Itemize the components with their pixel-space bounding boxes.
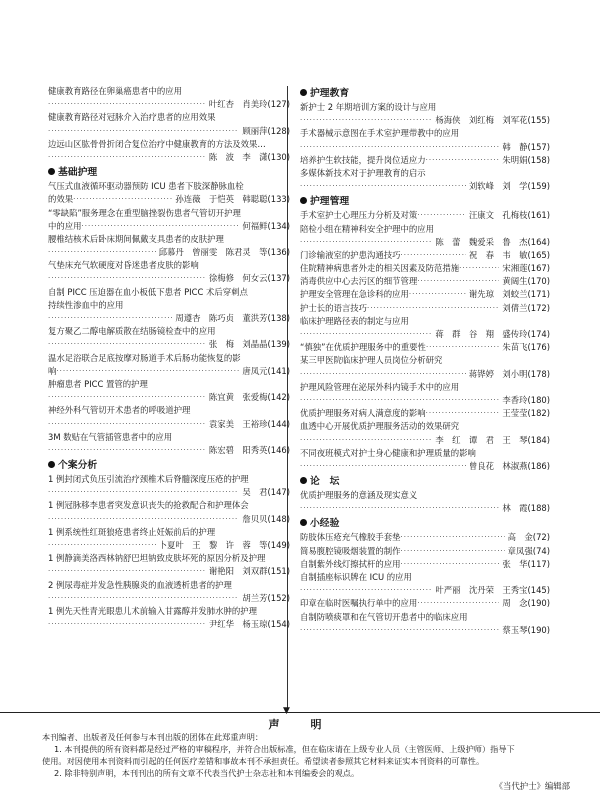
entry-title: 2 例尿毒症并发急性胰腺炎的血液透析患者的护理 xyxy=(48,579,232,590)
dot-leader xyxy=(401,249,466,262)
toc-entry[interactable] xyxy=(300,275,550,288)
toc-entry[interactable] xyxy=(300,249,550,262)
toc-entry[interactable] xyxy=(48,207,290,233)
section-title: 护理管理 xyxy=(310,196,350,208)
entry-title: 持续性渗血中的应用 xyxy=(48,299,124,310)
entry-title: 自制防喷痰罩和在气管切开患者中的临床应用 xyxy=(300,611,468,622)
toc-entry[interactable] xyxy=(300,354,550,380)
entry-title: 自制 PICC 压迫器在血小板低下患者 PICC 术后穿刺点 xyxy=(48,286,248,297)
dot-leader xyxy=(48,565,206,578)
toc-entry[interactable] xyxy=(300,611,550,637)
entry-title: 1 例系统性红斑狼疮患者终止妊娠前后的护理 xyxy=(48,526,216,537)
dot-leader xyxy=(426,154,500,167)
toc-entry[interactable] xyxy=(300,101,550,127)
entry-title: 防肢体压疮充气橡胶手套垫 xyxy=(300,532,401,543)
dot-leader xyxy=(300,460,466,473)
dot-leader xyxy=(48,272,206,285)
entry-authors-page: 张 梅 刘晶晶(139) xyxy=(208,339,290,350)
section-title: 论 坛 xyxy=(310,476,340,488)
statement-item-1-line-1: 1. 本刊提供的所有资料都是经过严格的审稿程序，并符合出版标准，但在临床请在上级专业人员（主管医师、上级护师）指导下 xyxy=(54,744,515,754)
dot-leader xyxy=(300,624,499,637)
dot-leader xyxy=(48,444,206,457)
toc-entry[interactable] xyxy=(48,352,290,378)
toc-entry[interactable] xyxy=(300,127,550,153)
toc-entry[interactable] xyxy=(48,111,290,137)
section-heading xyxy=(48,166,290,180)
dot-leader xyxy=(48,98,206,111)
toc-entry[interactable] xyxy=(300,288,550,301)
dot-leader xyxy=(300,328,432,341)
column-divider xyxy=(287,86,288,710)
toc-entry[interactable] xyxy=(300,447,550,473)
section-title: 个案分析 xyxy=(58,460,98,472)
statement-item-2: 2. 除非特别声明，本刊刊出的所有文章不代表当代护士杂志社和本刊编委会的观点。 xyxy=(54,768,360,778)
entry-authors-page: 尹红华 杨玉琼(154) xyxy=(208,619,290,630)
dot-leader xyxy=(300,114,432,127)
entry-title: “零缺陷”服务理念在重型脑挫裂伤患者气管切开护理 xyxy=(48,207,241,218)
toc-entry[interactable] xyxy=(48,605,290,631)
entry-authors-page: 黄阔生(170) xyxy=(502,276,550,287)
toc-entry[interactable] xyxy=(48,325,290,351)
dot-leader xyxy=(300,141,499,154)
toc-entry[interactable] xyxy=(48,431,290,457)
entry-authors-page: 叶严丽 沈丹荣 王秀宝(145) xyxy=(435,585,550,596)
toc-entry[interactable] xyxy=(48,85,290,111)
entry-title: 1 例静滴美洛西林钠舒巴坦钠致皮肤坏死的原因分析及护理 xyxy=(48,553,266,564)
toc-entry[interactable] xyxy=(48,552,290,578)
bullet-icon xyxy=(300,477,307,484)
entry-authors-page: 刘软峰 刘 学(159) xyxy=(468,181,550,192)
entry-title: 培养护生软技能，提升岗位适应力 xyxy=(300,154,426,165)
entry-title: 复方聚乙二醇电解质散在结肠镜检查中的应用 xyxy=(48,326,216,337)
entry-authors-page: 汪康文 孔梅枝(161) xyxy=(468,210,550,221)
dot-leader xyxy=(48,312,172,325)
entry-title: 中的应用 xyxy=(48,220,82,231)
entry-authors-page: 刘倩兰(172) xyxy=(502,302,550,313)
toc-entry[interactable] xyxy=(48,259,290,285)
section-heading xyxy=(300,517,550,531)
entry-authors-page: 唐凤元(141) xyxy=(242,365,290,376)
entry-authors-page: 叶红杏 肖美玲(127) xyxy=(208,99,290,110)
entry-authors-page: 谢艳阳 刘双群(151) xyxy=(208,566,290,577)
entry-authors-page: 李香玲(180) xyxy=(502,394,550,405)
entry-authors-page: 卜夏叶 王 黎 许 蓉 等(149) xyxy=(158,540,290,550)
toc-entry[interactable] xyxy=(48,404,290,430)
entry-authors-page: 高 金(72) xyxy=(507,532,550,543)
entry-title: 血透中心开展优质护理服务活动的效果研究 xyxy=(300,421,460,432)
toc-entry[interactable] xyxy=(48,138,290,164)
dot-leader xyxy=(300,434,432,447)
toc-entry[interactable] xyxy=(48,233,290,259)
entry-authors-page: 吴 君(147) xyxy=(242,487,290,498)
statement-intro: 本刊编者、出版者及任何参与本刊出版的团体在此郑重声明： xyxy=(42,732,264,742)
bullet-icon xyxy=(48,461,55,468)
entry-title: 3M 数贴在气管插管患者中的应用 xyxy=(48,431,173,442)
section-title: 护理教育 xyxy=(310,88,350,99)
entry-authors-page: 詹贝贝(148) xyxy=(242,513,290,524)
dot-leader xyxy=(73,193,172,206)
entry-title: 自制紫外线灯擦拭杆的应用 xyxy=(300,558,401,569)
entry-authors-page: 蒋 群 谷 翔 盛传玲(174) xyxy=(435,329,550,339)
dot-leader xyxy=(48,418,206,431)
dot-leader xyxy=(48,618,206,631)
entry-title: 某三甲医院临床护理人员岗位分析研究 xyxy=(300,355,443,366)
toc-entry[interactable] xyxy=(300,420,550,446)
entry-authors-page: 何福鲜(134) xyxy=(242,220,290,231)
dot-leader xyxy=(459,262,499,275)
entry-title: “慎独”在优质护理服务中的重要性 xyxy=(300,342,426,353)
entry-title: 边远山区肱骨骨折闭合复位治疗中健康教育的方法及效果… xyxy=(48,138,266,149)
entry-title: 临床护理路径表的制定与应用 xyxy=(300,315,409,326)
dot-leader xyxy=(417,275,499,288)
bullet-icon xyxy=(48,168,55,175)
entry-authors-page: 韩 静(157) xyxy=(502,141,550,152)
statement-item-1-line-2: 使用。对因使用本刊资料而引起的任何医疗差错和事故本刊不承担责任。希望读者参照其它材料来证实本刊资料的可靠性。 xyxy=(42,756,485,766)
section-heading xyxy=(300,87,550,101)
toc-entry[interactable] xyxy=(300,209,550,222)
entry-authors-page: 邱慕丹 曾丽雯 陈君灵 等(136) xyxy=(158,247,290,258)
entry-title: 自制插座标识牌在 ICU 的应用 xyxy=(300,572,412,582)
entry-title: 肿瘤患者 PICC 置管的护理 xyxy=(48,378,148,389)
dot-leader xyxy=(300,394,499,407)
entry-authors-page: 袁家美 王裕珍(144) xyxy=(208,418,290,429)
entry-title: 健康教育路径对冠脉介入治疗患者的应用效果 xyxy=(48,112,216,123)
entry-authors-page: 蔡玉琴(190) xyxy=(502,624,550,635)
toc-entry[interactable] xyxy=(300,381,550,407)
entry-authors-page: 顾丽萍(128) xyxy=(242,125,290,136)
dot-leader xyxy=(401,558,500,571)
section-heading xyxy=(48,459,290,473)
entry-title: 响 xyxy=(48,365,57,376)
dot-leader xyxy=(367,302,499,315)
entry-title: 护士长的语言技巧 xyxy=(300,302,367,313)
entry-title: 优质护理服务的意涵及现实意义 xyxy=(300,490,418,501)
entry-title: 温水足浴联合足底按摩对肠道手术后肠功能恢复的影 xyxy=(48,352,241,363)
toc-entry[interactable] xyxy=(300,558,550,571)
entry-title: 不同夜班模式对护士身心健康和护理质量的影响 xyxy=(300,447,476,458)
entry-title: 简易腹腔镜吸烟装置的制作 xyxy=(300,545,401,556)
entry-authors-page: 朱苗飞(176) xyxy=(502,342,550,353)
dot-leader xyxy=(417,209,466,222)
entry-authors-page: 章凤强(74) xyxy=(507,545,550,556)
dot-leader xyxy=(300,236,432,249)
dot-leader xyxy=(82,220,240,233)
entry-authors-page: 陈宏碧 阳秀英(146) xyxy=(208,444,290,455)
toc-entry[interactable] xyxy=(300,407,550,420)
toc-entry[interactable] xyxy=(300,341,550,354)
entry-title: 消毒供应中心去污区的细节管理 xyxy=(300,276,418,287)
dot-leader xyxy=(48,246,156,259)
entry-title: 护理安全管理在急诊科的应用 xyxy=(300,289,409,300)
toc-entry[interactable] xyxy=(48,378,290,404)
entry-authors-page: 朱明娟(158) xyxy=(502,154,550,165)
toc-entry[interactable] xyxy=(300,571,550,597)
dot-leader xyxy=(56,365,239,378)
toc-entry[interactable] xyxy=(300,302,550,315)
entry-authors-page: 徐梅修 何女云(137) xyxy=(208,273,290,284)
bullet-icon xyxy=(300,197,307,204)
toc-entry[interactable] xyxy=(300,262,550,275)
entry-title: 手术器械示意图在手术室护理带教中的应用 xyxy=(300,128,460,139)
entry-title: 气垫床充气软硬度对昏迷患者皮肤的影响 xyxy=(48,260,199,271)
entry-title: 1 例先天性青光眼患儿术前输入甘露醇并发肺水肿的护理 xyxy=(48,605,257,616)
dot-leader xyxy=(48,592,239,605)
toc-entry[interactable] xyxy=(300,167,550,193)
dot-leader xyxy=(426,407,500,420)
entry-title: 新护士 2 年期培训方案的设计与应用 xyxy=(300,102,437,112)
entry-title: 住院精神病患者外走的相关因素及防范措施 xyxy=(300,263,460,274)
entry-authors-page: 宋湘莲(167) xyxy=(502,263,550,274)
entry-authors-page: 陈 波 李 潇(130) xyxy=(208,151,290,162)
dot-leader xyxy=(48,391,206,404)
toc-entry[interactable] xyxy=(48,526,290,552)
entry-authors-page: 曾良花 林淑燕(186) xyxy=(468,460,550,471)
toc-entry[interactable] xyxy=(48,286,290,326)
entry-authors-page: 陈宜黄 张爱梅(142) xyxy=(208,392,290,403)
toc-entry[interactable] xyxy=(48,579,290,605)
toc-entry[interactable] xyxy=(300,489,550,515)
entry-title: 1 例封闭式负压引流治疗颈椎术后脊髓深度压疮的护理 xyxy=(48,474,249,485)
entry-authors-page: 陈 蕾 魏爱采 鲁 杰(164) xyxy=(435,236,550,247)
dot-leader xyxy=(401,545,505,558)
entry-title: 手术室护士心理压力分析及对策 xyxy=(300,210,418,221)
dot-leader xyxy=(48,486,239,499)
entry-title: 1 例冠脉移李患者突发意识丧失的抢救配合和护理体会 xyxy=(48,500,249,511)
dot-leader xyxy=(426,341,499,354)
entry-authors-page: 胡兰芳(152) xyxy=(242,592,290,603)
toc-entry[interactable] xyxy=(48,180,290,206)
statement-signature: 《当代护士》编辑部 xyxy=(494,781,570,791)
entry-authors-page: 周 念(190) xyxy=(502,598,550,609)
entry-title: 神经外科气管切开术患者的呼吸道护理 xyxy=(48,405,191,416)
statement-footer xyxy=(0,712,600,733)
dot-leader xyxy=(401,531,505,544)
bullet-icon xyxy=(300,89,307,96)
entry-title: 的效果 xyxy=(48,194,74,205)
entry-title: 门诊输液室的护患沟通技巧 xyxy=(300,249,401,260)
toc-entry[interactable] xyxy=(48,473,290,499)
dot-leader xyxy=(300,368,466,381)
entry-authors-page: 祝 春 韦 敏(165) xyxy=(468,249,550,260)
entry-authors-page: 杨海侠 刘红梅 刘军花(155) xyxy=(435,115,550,126)
entry-title: 健康教育路径在卵巢癌患者中的应用 xyxy=(48,86,182,96)
entry-title: 优质护理服务对病人满意度的影响 xyxy=(300,408,426,419)
section-title: 小经验 xyxy=(310,518,340,530)
dot-leader xyxy=(48,513,239,526)
dot-leader xyxy=(48,151,206,164)
dot-leader xyxy=(409,288,466,301)
toc-entry[interactable] xyxy=(48,499,290,525)
dot-leader xyxy=(300,584,432,597)
entry-authors-page: 谢先琼 刘蛟兰(171) xyxy=(468,289,550,300)
entry-title: 印章在临时医嘱执行单中的应用 xyxy=(300,598,418,609)
toc-entry[interactable] xyxy=(300,223,550,249)
entry-title: 陪检小组在精神科安全护理中的应用 xyxy=(300,223,434,234)
section-heading xyxy=(300,195,550,209)
entry-authors-page: 张 华(117) xyxy=(502,558,550,569)
dot-leader xyxy=(48,338,206,351)
bullet-icon xyxy=(300,519,307,526)
entry-authors-page: 李 红 谭 君 王 琴(184) xyxy=(435,434,550,445)
section-heading xyxy=(300,475,550,489)
right-column xyxy=(300,85,550,637)
dot-leader xyxy=(48,539,156,552)
toc-entry[interactable] xyxy=(300,545,550,558)
dot-leader xyxy=(48,125,239,138)
section-title: 基础护理 xyxy=(58,167,98,179)
dot-leader xyxy=(300,502,499,515)
toc-entry[interactable] xyxy=(300,597,550,610)
entry-authors-page: 蒋铧婷 刘小明(178) xyxy=(468,368,550,379)
entry-title: 腰椎结核术后卧床期间佩戴支具患者的皮肤护理 xyxy=(48,233,224,244)
toc-entry[interactable] xyxy=(300,531,550,544)
entry-title: 气压式血液循环驱动器预防 ICU 患者下肢深静脉血栓 xyxy=(48,181,244,192)
entry-authors-page: 王莹莹(182) xyxy=(502,408,550,419)
dot-leader xyxy=(417,597,499,610)
statement-title: 声 明 xyxy=(268,718,332,731)
dot-leader xyxy=(300,180,466,193)
toc-entry[interactable] xyxy=(300,154,550,167)
entry-authors-page: 周遵杏 陈巧贞 董洪芳(138) xyxy=(175,313,290,323)
entry-authors-page: 孙连薇 于恺英 韩聪聪(133) xyxy=(175,194,290,205)
entry-authors-page: 林 霞(188) xyxy=(502,503,550,514)
entry-title: 多媒体新技术对于护理教育的启示 xyxy=(300,167,426,178)
entry-title: 护理风险管理在泌尿外科内镜手术中的应用 xyxy=(300,381,460,392)
left-column xyxy=(48,85,290,631)
toc-entry[interactable] xyxy=(300,315,550,341)
down-arrow-icon: ▼ xyxy=(283,706,290,716)
